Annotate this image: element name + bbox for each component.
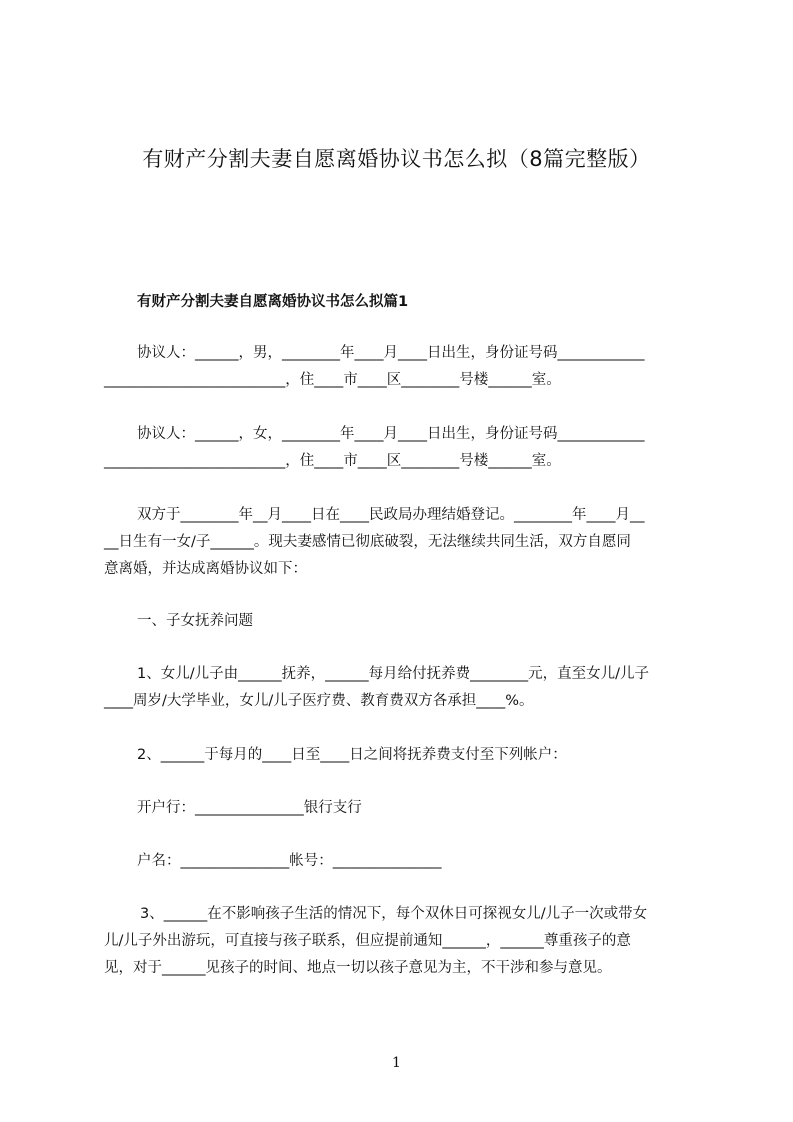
- bank-line: 开户行：_______________银行支行: [137, 800, 362, 816]
- item-2-line-1: 2、______于每月的____日至____日之间将抚养费支付至下列帐户：: [137, 747, 567, 763]
- item-3-line-1: 3、______在不影响孩子生活的情况下，每个双休日可探视女儿/儿子一次或带女: [140, 906, 648, 922]
- section-heading: 有财产分割夫妻自愿离婚协议书怎么拟篇1: [137, 294, 409, 310]
- paragraph-1-line-2: _________________________，住____市____区________号楼______室。: [104, 372, 561, 388]
- paragraph-1-line-1: 协议人：______，男，________年____月____日出生，身份证号码____________: [137, 345, 645, 361]
- subsection-heading-child-support: 一、子女抚养问题: [137, 613, 253, 629]
- item-3-line-2: 儿/儿子外出游玩，可直接与孩子联系，但应提前通知______，______尊重孩子的意: [104, 933, 631, 949]
- paragraph-2-line-2: _________________________，住____市____区________号楼______室。: [104, 453, 561, 469]
- item-1-line-1: 1、女儿/儿子由______抚养，______每月给付抚养费________元，直至女儿/儿子: [137, 666, 649, 682]
- paragraph-3-line-2: __日生有一女/子______。现夫妻感情已彻底破裂，无法继续共同生活，双方自愿同: [104, 534, 631, 550]
- paragraph-2-line-1: 协议人：______，女，________年____月____日出生，身份证号码____________: [137, 426, 645, 442]
- item-1-line-2: ____周岁/大学毕业，女儿/儿子医疗费、教育费双方各承担____%。: [104, 693, 534, 709]
- document-title: 有财产分割夫妻自愿离婚协议书怎么拟（8篇完整版）: [142, 147, 651, 171]
- page-number: 1: [392, 1055, 401, 1071]
- paragraph-3-line-1: 双方于________年__月____日在____民政局办理结婚登记。________年____月__: [137, 507, 645, 523]
- item-3-line-3: 见，对于______见孩子的时间、地点一切以孩子意见为主，不干涉和参与意见。: [104, 960, 612, 976]
- paragraph-3-line-3: 意离婚，并达成离婚协议如下：: [104, 561, 307, 577]
- account-line: 户名：_______________帐号：_______________: [137, 853, 442, 869]
